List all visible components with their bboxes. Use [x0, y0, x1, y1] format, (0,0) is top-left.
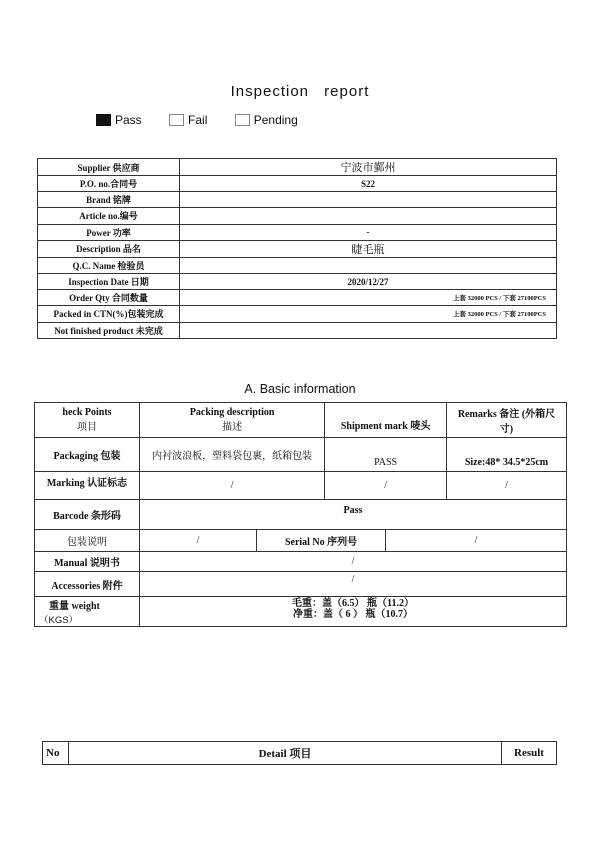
header-packing-desc	[140, 403, 325, 438]
table-row	[38, 240, 557, 257]
fail-checkbox[interactable]	[169, 114, 184, 126]
row-value: 2020/12/27	[180, 273, 557, 289]
row-value	[180, 257, 557, 273]
table-row	[35, 403, 567, 438]
row-value	[180, 192, 557, 208]
table-row	[35, 500, 567, 530]
pending-checkbox[interactable]	[235, 114, 250, 126]
row-value: 上套 32000 PCS / 下套 27100PCS	[180, 306, 557, 322]
table-row	[38, 257, 557, 273]
weight-values	[140, 597, 567, 627]
row-label: Order Qty 合同数量	[38, 290, 180, 306]
pack-note-label: 包装说明	[35, 530, 140, 552]
row-value: 宁波市鄞州	[180, 159, 557, 176]
header-check-points-en: heck Points	[62, 407, 112, 418]
row-value: -	[180, 224, 557, 240]
gross-weight: 毛重：盖（6.5） 瓶（11.2）	[292, 598, 414, 609]
table-row	[38, 273, 557, 289]
header-shipment-mark: Shipment mark 唛头	[325, 403, 447, 438]
table-row	[35, 472, 567, 500]
status-fail-label: Fail	[188, 113, 208, 127]
header-no: No	[43, 742, 69, 765]
row-value: S22	[180, 176, 557, 192]
barcode-label: Barcode 条形码	[35, 500, 140, 530]
row-label: Description 品名	[38, 240, 180, 257]
table-row	[35, 597, 567, 627]
packaging-size: Size:48* 34.5*25cm	[446, 438, 566, 472]
manual-value: /	[140, 552, 567, 572]
table-row	[38, 322, 557, 338]
packaging-mark: PASS	[325, 438, 447, 472]
accessories-value: /	[140, 572, 567, 597]
row-label: Article no.编号	[38, 208, 180, 224]
header-check-points-cn: 项目	[77, 422, 97, 433]
packaging-label: Packaging 包装	[35, 438, 140, 472]
row-label: Supplier 供应商	[38, 159, 180, 176]
header-packing-desc-cn: 描述	[222, 422, 243, 433]
report-title: Inspection report	[230, 83, 370, 100]
pack-note-value: /	[140, 530, 257, 552]
status-pending[interactable]	[235, 113, 298, 127]
table-row	[38, 224, 557, 240]
table-row	[35, 438, 567, 472]
header-result: Result	[502, 742, 557, 765]
row-value	[180, 322, 557, 338]
table-row	[38, 176, 557, 192]
header-detail: Detail 项目	[69, 742, 502, 765]
basic-info-table	[34, 402, 567, 627]
table-row	[43, 742, 557, 765]
packaging-desc: 内衬波浪板，塑料袋包裹，纸箱包装	[140, 438, 325, 472]
table-row	[35, 530, 567, 552]
table-row	[38, 306, 557, 322]
accessories-label: Accessories 附件	[35, 572, 140, 597]
supplier-info-table	[37, 158, 557, 339]
row-label: Q.C. Name 检验员	[38, 257, 180, 273]
table-row	[38, 290, 557, 306]
row-value: 上套 32000 PCS / 下套 27100PCS	[180, 290, 557, 306]
marking-label: Marking 认证标志	[35, 472, 140, 500]
status-pending-label: Pending	[253, 113, 298, 127]
table-row	[38, 208, 557, 224]
header-check-points	[35, 403, 140, 438]
status-pass[interactable]	[96, 113, 142, 127]
row-label: Power 功率	[38, 224, 180, 240]
row-label: Inspection Date 日期	[38, 273, 180, 289]
row-label: Brand 铭牌	[38, 192, 180, 208]
marking-value-1: /	[140, 472, 325, 500]
pass-checkbox[interactable]	[96, 114, 111, 126]
header-remarks: Remarks 备注 (外箱尺寸)	[446, 403, 566, 438]
serial-value: /	[386, 530, 567, 552]
detail-table	[42, 741, 557, 765]
barcode-value: Pass	[140, 500, 567, 530]
row-label: Packed in CTN(%)包装完成	[38, 306, 180, 322]
row-label: Not finished product 未完成	[38, 322, 180, 338]
weight-label-a: 重量 weight	[49, 601, 100, 612]
row-label: P.O. no.合同号	[38, 176, 180, 192]
serial-label: Serial No 序列号	[257, 530, 386, 552]
marking-value-2: /	[325, 472, 447, 500]
status-fail[interactable]	[169, 113, 207, 127]
row-value: 睫毛瓶	[180, 240, 557, 257]
manual-label: Manual 说明书	[35, 552, 140, 572]
inspection-status	[96, 113, 322, 129]
status-pass-label: Pass	[115, 113, 142, 127]
net-weight: 净重：盖（ 6 ） 瓶（10.7）	[293, 609, 413, 620]
row-value	[180, 208, 557, 224]
header-packing-desc-en: Packing description	[189, 407, 275, 418]
section-a-title: A. Basic information	[244, 382, 356, 396]
weight-label	[35, 597, 140, 627]
table-row	[35, 572, 567, 597]
weight-label-b: （KGS）	[39, 615, 79, 626]
table-row	[38, 159, 557, 176]
table-row	[38, 192, 557, 208]
table-row	[35, 552, 567, 572]
marking-value-3: /	[446, 472, 566, 500]
